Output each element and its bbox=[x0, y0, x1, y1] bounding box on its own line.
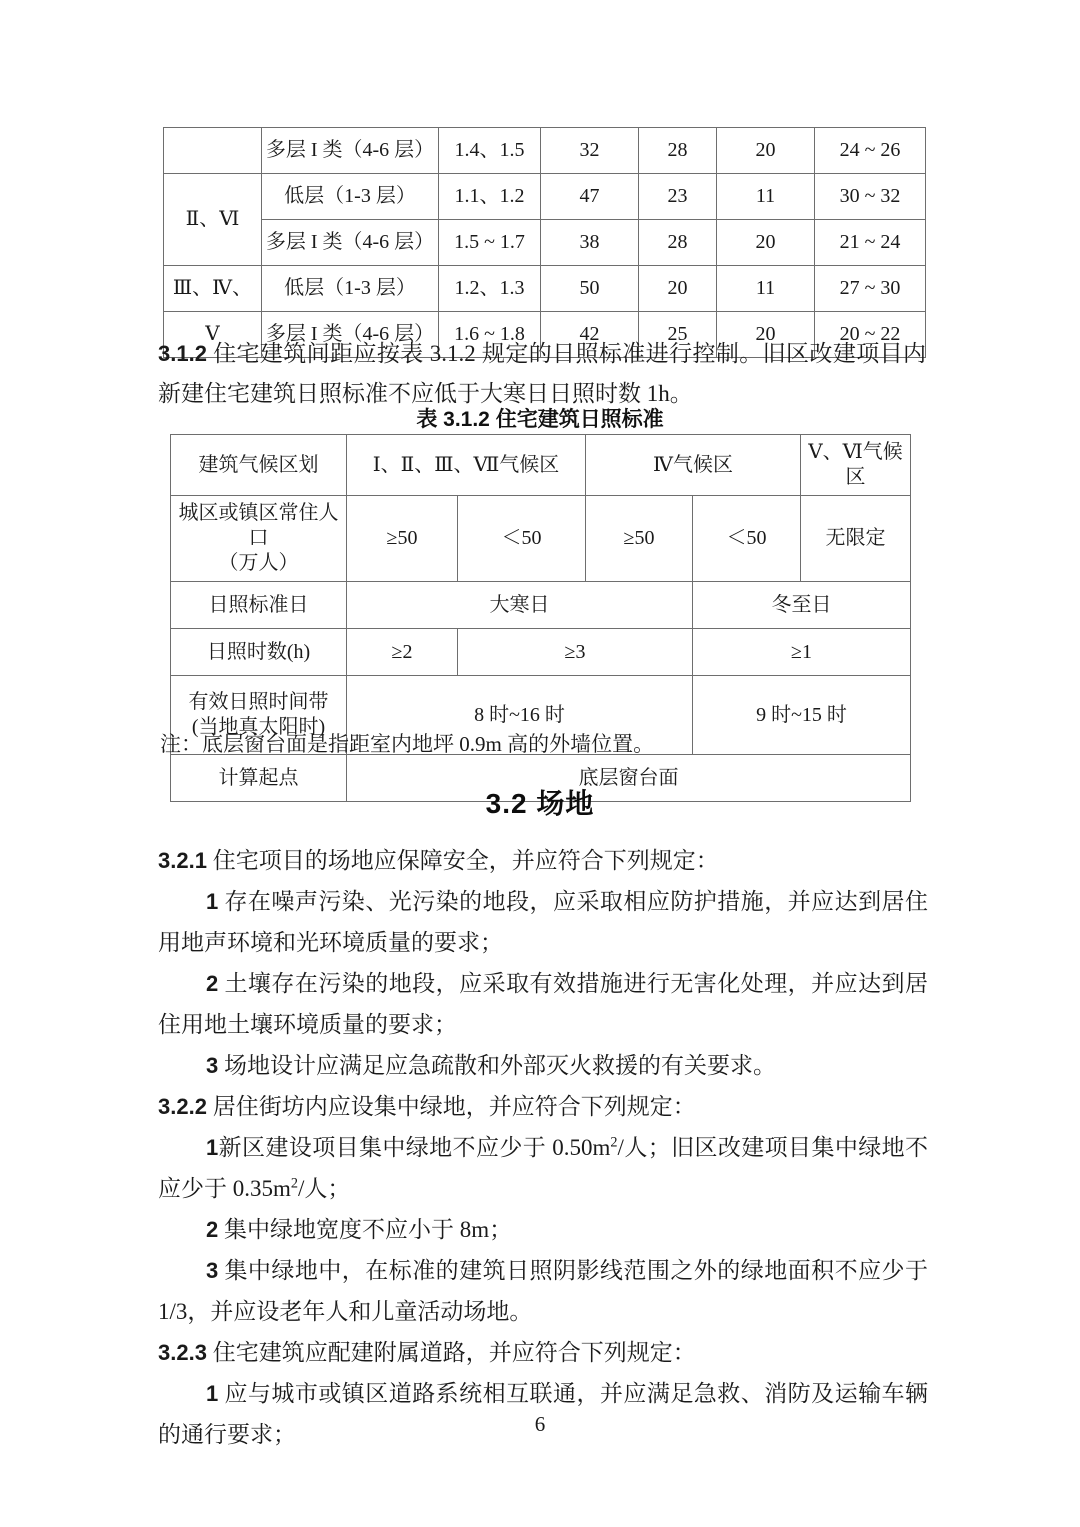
header-zone-c: Ⅴ、Ⅵ气候区 bbox=[801, 435, 911, 496]
item-number: 1 bbox=[206, 1381, 219, 1406]
cell-calc-start-v1: 底层窗台面 bbox=[347, 755, 911, 802]
clause-3-2-1 bbox=[158, 840, 928, 881]
clause-3-2-3 bbox=[158, 1332, 928, 1373]
cell-coef: 1.2、1.3 bbox=[439, 266, 541, 312]
cell-pop-v4: ＜50 bbox=[693, 496, 801, 582]
cell-c3: 20 bbox=[717, 220, 815, 266]
cell-c1: 42 bbox=[541, 312, 639, 358]
cell-c1: 50 bbox=[541, 266, 639, 312]
cell-type: 多层 I 类（4-6 层） bbox=[262, 220, 439, 266]
cell-standard-day-v1: 大寒日 bbox=[347, 582, 693, 629]
clause-text: 居住街坊内应设集中绿地，并应符合下列规定： bbox=[212, 1094, 696, 1119]
table-row-standard-day bbox=[171, 582, 911, 629]
cell-c2: 25 bbox=[639, 312, 717, 358]
clause-number: 3.2.1 bbox=[158, 848, 207, 873]
clause-3-2-1-item-3 bbox=[158, 1045, 928, 1086]
item-number: 1 bbox=[206, 1135, 219, 1160]
clause-3-2-1-item-1 bbox=[158, 881, 928, 963]
row-label-population-line2: （万人） bbox=[218, 552, 299, 574]
cell-c3: 11 bbox=[717, 266, 815, 312]
cell-band-v2: 9 时~15 时 bbox=[693, 676, 911, 755]
cell-c2: 23 bbox=[639, 174, 717, 220]
clause-3-1-2 bbox=[158, 334, 926, 414]
table-header-row bbox=[171, 435, 911, 496]
item-text: 存在噪声污染、光污染的地段，应采取相应防护措施，并应达到居住用地声环境和光环境质量的要求； bbox=[158, 889, 929, 955]
cell-hours-v1: ≥2 bbox=[347, 629, 458, 676]
cell-pop-v2: ＜50 bbox=[458, 496, 586, 582]
cell-zone bbox=[164, 128, 262, 174]
cell-c3: 11 bbox=[717, 174, 815, 220]
superscript-square-1: 2 bbox=[610, 1134, 618, 1151]
cell-c2: 20 bbox=[639, 266, 717, 312]
cell-hours-v3: ≥1 bbox=[693, 629, 911, 676]
header-zone-b: Ⅳ气候区 bbox=[586, 435, 801, 496]
item-number: 2 bbox=[206, 971, 219, 996]
item-text-pre: 新区建设项目集中绿地不应少于 0.50m bbox=[218, 1135, 611, 1160]
item-number: 1 bbox=[206, 889, 219, 914]
item-text: 集中绿地中，在标准的建筑日照阴影线范围之外的绿地面积不应少于 1/3，并应设老年人和儿童活动场地。 bbox=[158, 1258, 929, 1324]
row-label-population bbox=[171, 496, 347, 582]
row-label-population-line1: 城区或镇区常住人口 bbox=[178, 502, 339, 549]
row-label-calc-start: 计算起点 bbox=[171, 755, 347, 802]
clause-3-2-2-item-2 bbox=[158, 1209, 928, 1250]
item-number: 3 bbox=[206, 1258, 219, 1283]
item-text-post: /人； bbox=[298, 1176, 351, 1201]
cell-pop-v5: 无限定 bbox=[801, 496, 911, 582]
clause-3-2-2-item-1 bbox=[158, 1127, 928, 1209]
cell-type: 多层 I 类（4-6 层） bbox=[262, 312, 439, 358]
page-number: 6 bbox=[534, 1412, 546, 1436]
clause-3-2-2 bbox=[158, 1086, 928, 1127]
item-number: 2 bbox=[206, 1217, 219, 1242]
item-text: 集中绿地宽度不应小于 8m； bbox=[224, 1217, 513, 1242]
clause-text: 住宅项目的场地应保障安全，并应符合下列规定： bbox=[212, 848, 719, 873]
cell-c1: 38 bbox=[541, 220, 639, 266]
cell-coef: 1.5 ~ 1.7 bbox=[439, 220, 541, 266]
clause-text: 住宅建筑间距应按表 3.1.2 规定的日照标准进行控制。旧区改建项目内新建住宅建筑日照标准不应低于大寒日日照时数 1h。 bbox=[158, 341, 927, 406]
header-climate-zone-label: 建筑气候区划 bbox=[171, 435, 347, 496]
cell-zone: Ⅲ、Ⅳ、 bbox=[164, 266, 262, 312]
row-label-band-line1: 有效日照时间带 bbox=[188, 691, 329, 713]
cell-zone: Ⅱ、Ⅵ bbox=[164, 174, 262, 266]
item-text-mid: /人；旧区改建项目集中绿地不应少于 0.35m bbox=[158, 1135, 929, 1201]
table-row bbox=[164, 174, 926, 220]
cell-coef: 1.1、1.2 bbox=[439, 174, 541, 220]
cell-coef: 1.4、1.5 bbox=[439, 128, 541, 174]
section-3-2-body bbox=[158, 840, 928, 1455]
header-zone-a: Ⅰ、Ⅱ、Ⅲ、Ⅶ气候区 bbox=[347, 435, 586, 496]
clause-number: 3.2.3 bbox=[158, 1340, 207, 1365]
table-spacing-continuation bbox=[163, 127, 926, 358]
table-caption: 表 3.1.2 住宅建筑日照标准 bbox=[416, 408, 664, 431]
cell-coef: 1.6 ~ 1.8 bbox=[439, 312, 541, 358]
table-row-hours bbox=[171, 629, 911, 676]
cell-zone: Ⅴ bbox=[164, 312, 262, 358]
cell-c2: 28 bbox=[639, 220, 717, 266]
cell-type: 低层（1-3 层） bbox=[262, 174, 439, 220]
cell-c4: 27 ~ 30 bbox=[815, 266, 926, 312]
item-text: 场地设计应满足应急疏散和外部灭火救援的有关要求。 bbox=[224, 1053, 776, 1078]
cell-band-v1: 8 时~16 时 bbox=[347, 676, 693, 755]
table-note: 注：底层窗台面是指距室内地坪 0.9m 高的外墙位置。 bbox=[160, 732, 655, 756]
clause-number: 3.2.2 bbox=[158, 1094, 207, 1119]
item-text: 应与城市或镇区道路系统相互联通，并应满足急救、消防及运输车辆的通行要求； bbox=[158, 1381, 929, 1447]
cell-standard-day-v2: 冬至日 bbox=[693, 582, 911, 629]
cell-c4: 20 ~ 22 bbox=[815, 312, 926, 358]
clause-3-2-1-item-2 bbox=[158, 963, 928, 1045]
item-text: 土壤存在污染的地段，应采取有效措施进行无害化处理，并应达到居住用地土壤环境质量的要求； bbox=[158, 971, 929, 1037]
cell-c1: 47 bbox=[541, 174, 639, 220]
row-label-standard-day: 日照标准日 bbox=[171, 582, 347, 629]
cell-pop-v3: ≥50 bbox=[586, 496, 693, 582]
table-row bbox=[164, 220, 926, 266]
section-heading-3-2: 3.2 场地 bbox=[485, 788, 595, 819]
table-row bbox=[164, 128, 926, 174]
row-label-hours: 日照时数(h) bbox=[171, 629, 347, 676]
clause-number: 3.1.2 bbox=[158, 341, 207, 366]
superscript-square-2: 2 bbox=[290, 1175, 299, 1192]
cell-pop-v1: ≥50 bbox=[347, 496, 458, 582]
row-label-band-line2: (当地真太阳时) bbox=[191, 716, 326, 738]
cell-type: 多层 I 类（4-6 层） bbox=[262, 128, 439, 174]
cell-c3: 20 bbox=[717, 128, 815, 174]
table-row bbox=[164, 266, 926, 312]
clause-3-2-2-item-3 bbox=[158, 1250, 928, 1332]
cell-c1: 32 bbox=[541, 128, 639, 174]
cell-c4: 30 ~ 32 bbox=[815, 174, 926, 220]
cell-type: 低层（1-3 层） bbox=[262, 266, 439, 312]
cell-c3: 20 bbox=[717, 312, 815, 358]
table-row-population bbox=[171, 496, 911, 582]
clause-text: 住宅建筑应配建附属道路，并应符合下列规定： bbox=[212, 1340, 696, 1365]
cell-c2: 28 bbox=[639, 128, 717, 174]
cell-hours-v2: ≥3 bbox=[458, 629, 693, 676]
cell-c4: 24 ~ 26 bbox=[815, 128, 926, 174]
item-number: 3 bbox=[206, 1053, 219, 1078]
cell-c4: 21 ~ 24 bbox=[815, 220, 926, 266]
